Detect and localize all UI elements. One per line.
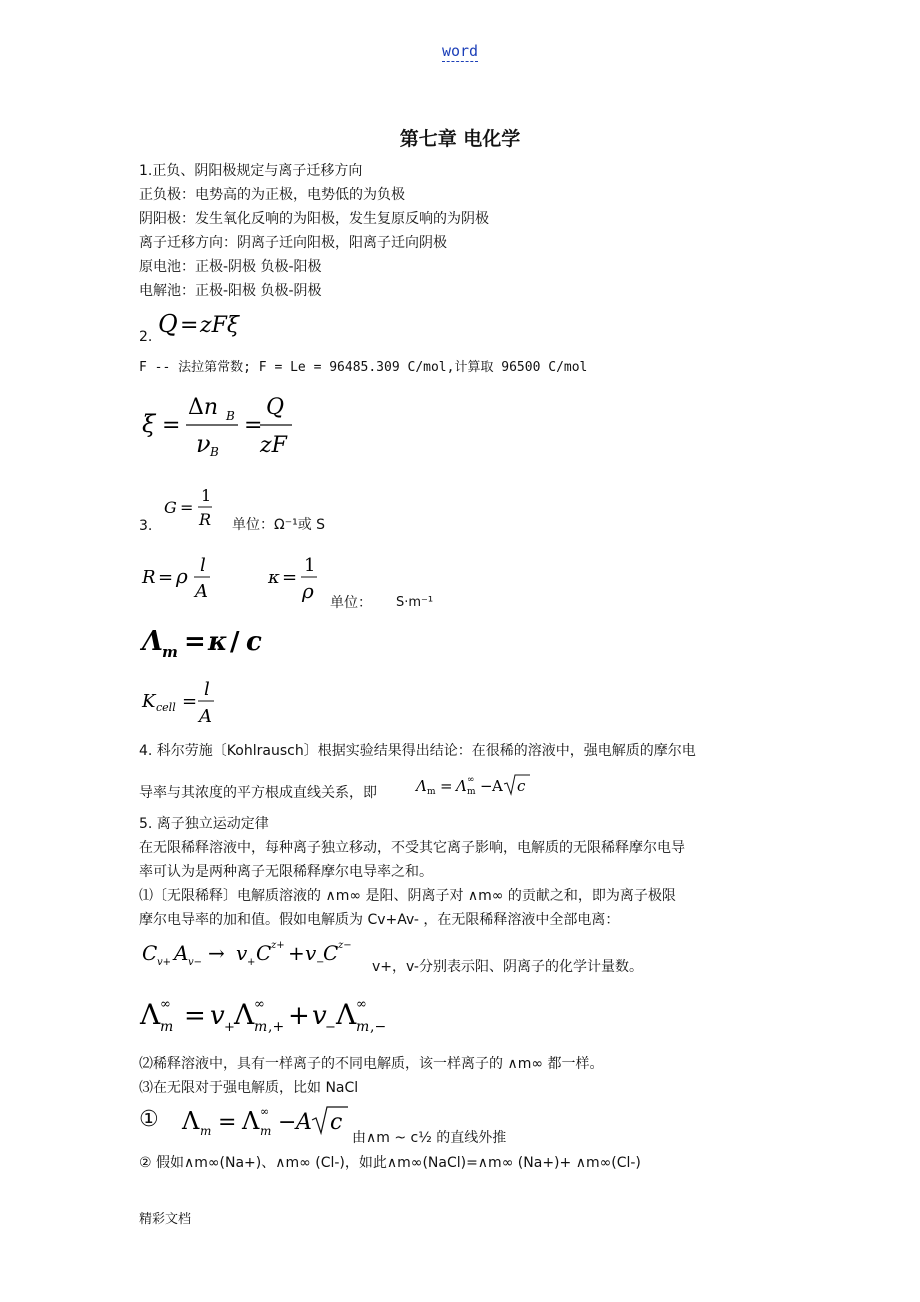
section5-paragraph-line: 在无限稀释溶液中，每种离子独立移动，不受其它离子影响，电解质的无限稀释摩尔电导 xyxy=(139,840,685,856)
svg-text:Λ: Λ xyxy=(140,998,161,1031)
svg-text:l: l xyxy=(200,555,206,576)
svg-text:m: m xyxy=(160,1019,174,1035)
unit-kappa-value: S·m⁻¹ xyxy=(396,595,434,610)
section4-line2: 导率与其浓度的平方根成直线关系，即 xyxy=(139,785,377,801)
svg-text:∞: ∞ xyxy=(467,775,475,785)
svg-text:v+: v+ xyxy=(157,957,172,968)
svg-text:+: + xyxy=(247,957,256,968)
svg-text:=: = xyxy=(440,777,453,795)
svg-text:=: = xyxy=(184,627,206,657)
svg-text:z+: z+ xyxy=(271,940,285,951)
svg-text:−: − xyxy=(316,957,325,968)
section1-line: 原电池：正极-阴极 负极-阳极 xyxy=(139,259,322,275)
svg-text:v: v xyxy=(210,1001,225,1031)
svg-text:m: m xyxy=(356,1019,370,1035)
section1-line: 离子迁移方向：阴离子迁向阳极，阳离子迁向阴极 xyxy=(139,235,447,251)
xi-equation xyxy=(142,390,302,462)
svg-text:−: − xyxy=(480,777,493,795)
svg-text:c: c xyxy=(246,627,262,657)
kcell-equation-svg xyxy=(142,676,232,730)
section1-heading: 1.正负、阴阳极规定与离子迁移方向 xyxy=(139,163,363,179)
svg-text:=: = xyxy=(158,567,174,588)
svg-text:∞: ∞ xyxy=(356,997,367,1012)
svg-text:ρ: ρ xyxy=(176,564,188,588)
svg-text:v: v xyxy=(305,941,317,965)
svg-text:κ: κ xyxy=(268,567,280,588)
svg-text:m: m xyxy=(162,643,178,661)
svg-text:Δn: Δn xyxy=(188,395,219,420)
svg-text:=: = xyxy=(180,313,199,338)
kcell-equation xyxy=(142,676,232,730)
xi-equation-svg xyxy=(142,390,302,462)
svg-text:−: − xyxy=(278,1110,297,1135)
kappa-equation xyxy=(268,552,328,608)
svg-text:m: m xyxy=(467,787,476,797)
svg-text:B: B xyxy=(226,409,235,423)
svg-text:∞: ∞ xyxy=(260,1105,270,1118)
svg-text:v−: v− xyxy=(188,957,203,968)
svg-text:Λ: Λ xyxy=(336,998,357,1031)
item1-line2: 摩尔电导率的加和值。假如电解质为 Cv+Av- ，在无限稀释溶液中全部电离： xyxy=(139,912,620,928)
unit-kappa-label: 单位： xyxy=(330,595,372,611)
svg-text:=: = xyxy=(162,413,181,438)
section5-paragraph-line: 率可认为是两种离子无限稀释摩尔电导率之和。 xyxy=(139,864,433,880)
svg-text:∞: ∞ xyxy=(254,997,265,1012)
svg-text:+: + xyxy=(288,941,305,965)
section4-line1: 4. 科尔劳施〔Kohlrausch〕根据实验结果得出结论：在很稀的溶液中，强电解质的摩尔电 xyxy=(139,743,696,759)
g-equation-svg xyxy=(164,484,224,534)
svg-text:C: C xyxy=(256,941,272,965)
section5-heading: 5. 离子独立运动定律 xyxy=(139,816,269,832)
dissociation-note: v+，v-分别表示阳、阴离子的化学计量数。 xyxy=(372,959,643,975)
dissociation-equation xyxy=(142,936,372,976)
svg-text:=: = xyxy=(184,1001,206,1031)
svg-text:C: C xyxy=(142,941,158,965)
lambda-infinity-equation xyxy=(140,992,410,1040)
svg-text:Λ: Λ xyxy=(142,626,163,657)
extrapolation-note: 由∧m ~ c½ 的直线外推 xyxy=(352,1130,507,1146)
svg-text:m: m xyxy=(427,787,436,797)
svg-text:=: = xyxy=(218,1110,237,1135)
header-link[interactable] xyxy=(0,42,920,60)
svg-text:+: + xyxy=(224,1020,235,1035)
svg-text:∞: ∞ xyxy=(160,997,171,1012)
circle-one: ① xyxy=(139,1107,159,1132)
limiting-conductivity-equation-svg xyxy=(182,1102,352,1142)
svg-text:,−: ,− xyxy=(370,1019,387,1035)
svg-text:Q: Q xyxy=(158,310,178,338)
svg-text:m: m xyxy=(200,1124,212,1138)
svg-text:+: + xyxy=(288,1001,310,1031)
faraday-note: F -- 法拉第常数; F = Le = 96485.309 C/mol,计算取 96500 C/mol xyxy=(139,360,588,375)
item3: ⑶在无限对于强电解质，比如 NaCl xyxy=(139,1080,359,1096)
g-equation xyxy=(164,484,224,534)
svg-text:R: R xyxy=(199,510,212,529)
svg-text:cell: cell xyxy=(156,701,176,714)
r-equation-svg xyxy=(142,552,222,608)
svg-text:v: v xyxy=(236,941,248,965)
svg-text:Λ: Λ xyxy=(456,777,467,795)
svg-text:→: → xyxy=(208,941,225,965)
svg-text:c: c xyxy=(517,777,526,795)
circle-two-line: ② 假如∧m∞(Na+)、∧m∞ (Cl-)，如此∧m∞(NaCl)=∧m∞ (Na+)+ ∧m∞(Cl-) xyxy=(139,1155,641,1171)
svg-text:=: = xyxy=(182,691,198,712)
dissociation-equation-svg xyxy=(142,936,372,976)
lambda-m-equation xyxy=(142,622,282,666)
section3-number: 3. xyxy=(139,518,153,534)
svg-text:=: = xyxy=(282,567,298,588)
svg-text:κ: κ xyxy=(208,627,228,657)
section1-line: 阴阳极：发生氧化反响的为阳极，发生复原反响的为阴极 xyxy=(139,211,489,227)
svg-text:R: R xyxy=(142,567,156,588)
limiting-conductivity-equation xyxy=(182,1102,352,1142)
header-link-text[interactable]: word xyxy=(441,42,479,60)
q-equation xyxy=(158,306,268,346)
svg-text:m: m xyxy=(254,1019,268,1035)
kohlrausch-equation-svg xyxy=(416,770,536,800)
lambda-infinity-equation-svg xyxy=(140,992,410,1040)
kappa-equation-svg xyxy=(268,552,328,608)
section1-line: 正负极：电势高的为正极，电势低的为负极 xyxy=(139,187,405,203)
item1-line1: ⑴〔无限稀释〕电解质溶液的 ∧m∞ 是阳、阴离子对 ∧m∞ 的贡献之和，即为离子极限 xyxy=(139,888,676,904)
lambda-m-equation-svg xyxy=(142,622,282,666)
svg-text:Q: Q xyxy=(266,395,285,420)
svg-text:K: K xyxy=(142,691,156,712)
svg-text:Λ: Λ xyxy=(182,1107,200,1135)
svg-text:z−: z− xyxy=(338,940,352,951)
svg-text:m: m xyxy=(260,1124,272,1138)
svg-text:A: A xyxy=(195,581,208,602)
svg-text:=: = xyxy=(180,498,194,517)
svg-text:zF: zF xyxy=(260,433,287,458)
kohlrausch-equation xyxy=(416,770,536,800)
svg-text:,+: ,+ xyxy=(268,1019,285,1035)
svg-text:Λ: Λ xyxy=(242,1107,260,1135)
svg-text:1: 1 xyxy=(201,486,212,505)
item2: ⑵稀释溶液中，具有一样离子的不同电解质，该一样离子的 ∧m∞ 都一样。 xyxy=(139,1056,604,1072)
svg-text:Λ: Λ xyxy=(416,777,427,795)
svg-text:C: C xyxy=(323,941,339,965)
svg-text:ν: ν xyxy=(196,430,211,458)
svg-text:ξ: ξ xyxy=(142,410,156,438)
svg-text:c: c xyxy=(330,1110,343,1135)
svg-text:A: A xyxy=(174,941,189,965)
svg-text:A: A xyxy=(492,777,503,795)
svg-text:/: / xyxy=(230,627,240,657)
r-equation xyxy=(142,552,222,608)
section2-number: 2. xyxy=(139,329,153,345)
q-equation-svg xyxy=(158,306,268,346)
svg-text:1: 1 xyxy=(304,555,316,576)
section1-line: 电解池：正极-阳极 负极-阴极 xyxy=(139,283,322,299)
svg-text:A: A xyxy=(199,706,212,727)
svg-text:B: B xyxy=(210,445,219,459)
svg-text:l: l xyxy=(204,679,210,700)
svg-text:=: = xyxy=(244,413,263,438)
svg-text:−: − xyxy=(325,1020,336,1035)
svg-text:Λ: Λ xyxy=(234,998,255,1031)
svg-text:ρ: ρ xyxy=(302,579,314,603)
page-title: 第七章 电化学 xyxy=(399,128,521,150)
svg-text:A: A xyxy=(296,1110,312,1135)
svg-text:G: G xyxy=(164,498,177,517)
svg-text:v: v xyxy=(312,1001,327,1031)
svg-text:zFξ: zFξ xyxy=(200,313,239,338)
footer-text: 精彩文档 xyxy=(139,1212,192,1227)
unit-g: 单位：Ω⁻¹或 S xyxy=(232,517,326,533)
